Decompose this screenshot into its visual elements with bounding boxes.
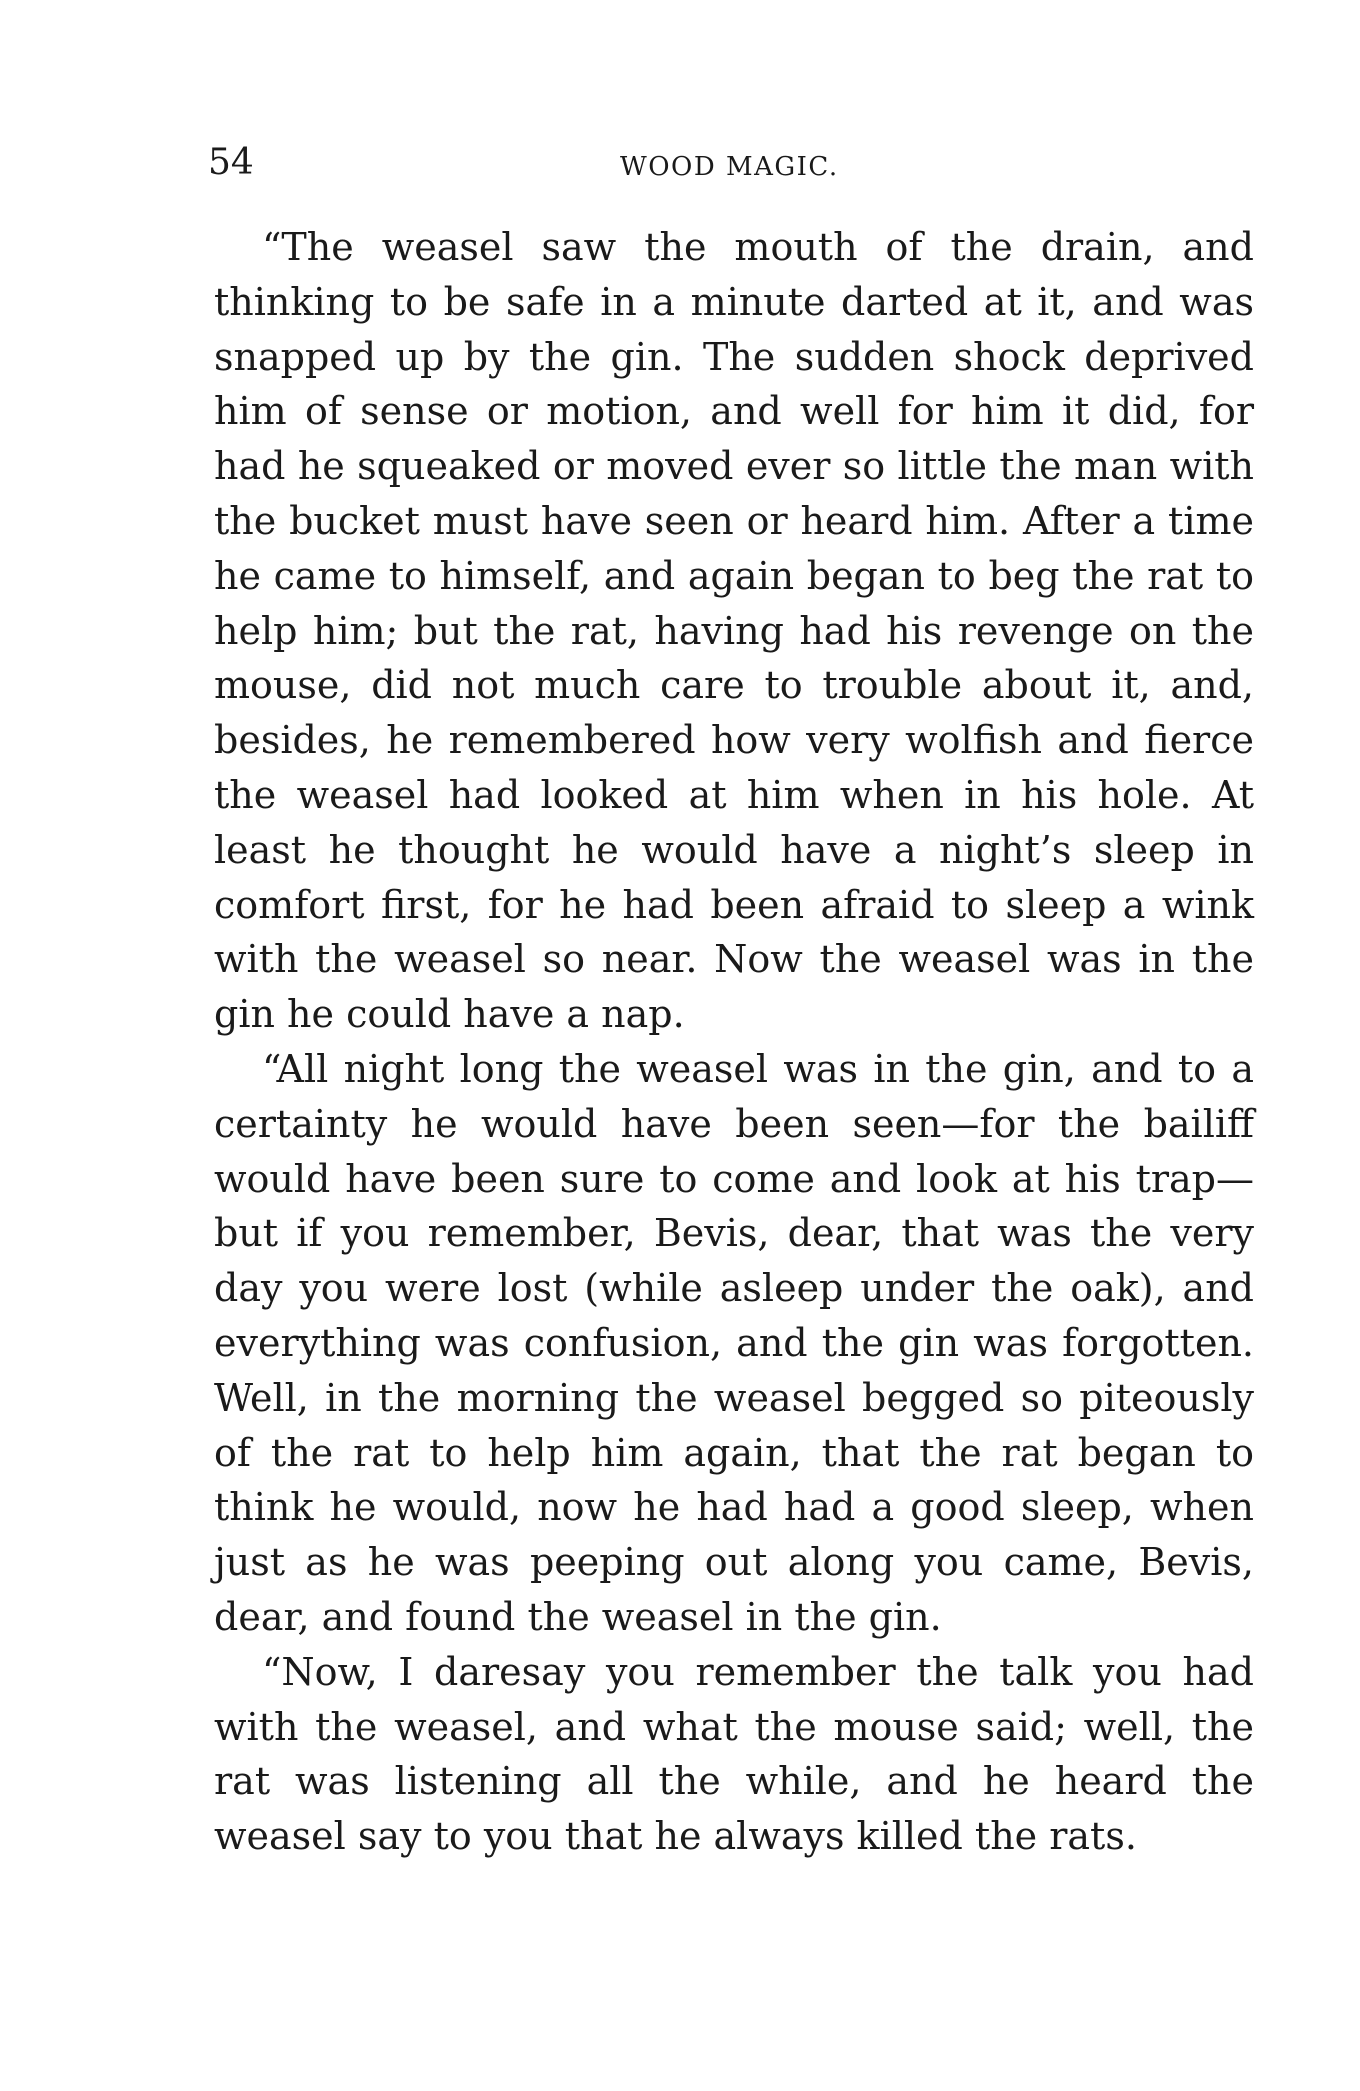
body-text (214, 220, 1254, 1864)
page-number: 54 (208, 142, 254, 183)
paragraph-2: “All night long the weasel was in the gin, and to a certainty he would have been seen—for the bailiff would have been sure to come and look at his trap—but if you remember, Bevis, dear, that was the very day you were lost (while asleep under the oak), and everything was confusion, and the gin was forgotten. Well, in the morning the weasel begged so piteously of the rat to help him again, that the rat began to think he would, now he had had a good sleep, when just as he was peeping out along you came, Bevis, dear, and found the weasel in the gin. (214, 1046, 1254, 1639)
paragraph-3: “Now, I daresay you remember the talk you had with the weasel, and what the mouse said; well, the rat was listening all the while, and he heard the weasel say to you that he always killed the rats. (214, 1649, 1254, 1859)
running-title: WOOD MAGIC. (620, 152, 839, 182)
page-header (208, 143, 1258, 193)
paragraph-1: “The weasel saw the mouth of the drain, and thinking to be safe in a minute darted at it, and was snapped up by the gin. The sudden shock deprived him of sense or motion, and well for him it did, for had he squeaked or moved ever so little the man with the bucket must have seen or heard him. After a time he came to himself, and again began to beg the rat to help him; but the rat, having had his revenge on the mouse, did not much care to trouble about it, and, besides, he remembered how very wolfish and fierce the weasel had looked at him when in his hole. At least he thought he would have a night’s sleep in comfort first, for he had been afraid to sleep a wink with the weasel so near. Now the weasel was in the gin he could have a nap. (214, 225, 1254, 1037)
